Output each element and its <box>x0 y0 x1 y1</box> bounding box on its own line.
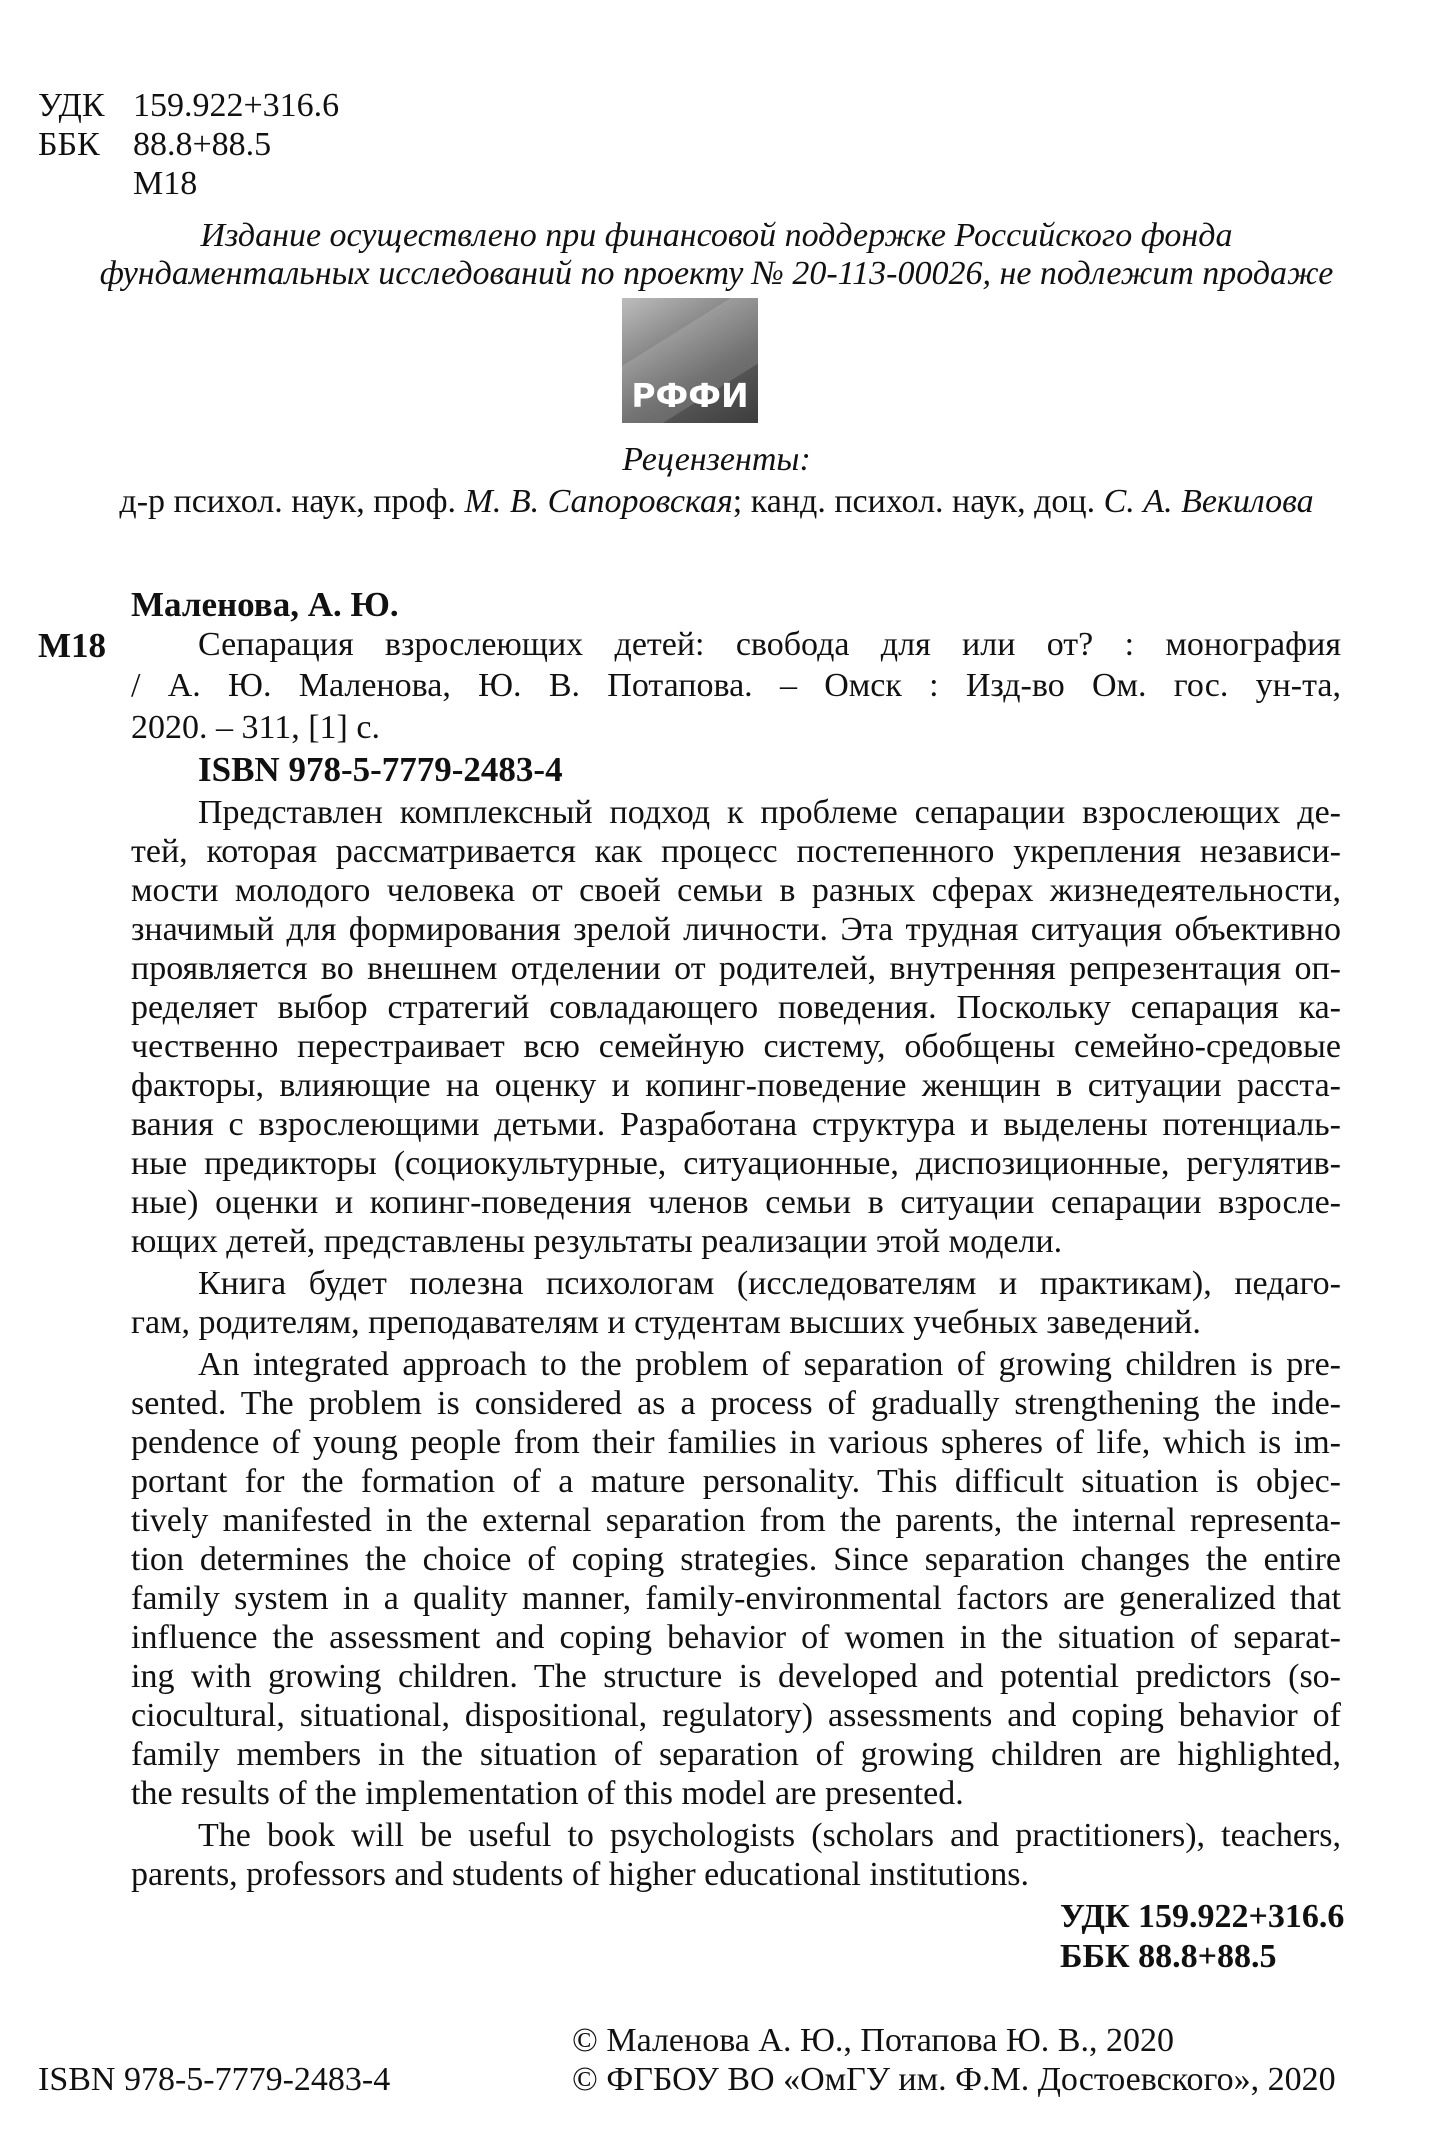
audience-en-line: The book will be useful to psychologists (scholars and practitioners), teachers, <box>198 1818 1341 1854</box>
bottom-bbk: ББК 88.8+88.5 <box>1060 1938 1277 1975</box>
abstract-en-line: ing with growing children. The structure is developed and potential predictors (so- <box>131 1659 1341 1695</box>
audience-en-line: parents, professors and students of higher educational institutions. <box>131 1857 1029 1893</box>
abstract-ru-line: ные предикторы (социокультурные, ситуационные, диспозиционные, регулятив- <box>131 1146 1341 1182</box>
bbk-label: ББК <box>38 126 100 163</box>
abstract-en-line: pendence of young people from their families in various spheres of life, which is im- <box>131 1425 1341 1461</box>
funding-note-line-2: фундаментальных исследований по проекту № 20-113-00026, не подлежит продаже <box>99 255 1334 292</box>
audience-ru-line: Книга будет полезна психологам (исследователям и практикам), педаго- <box>198 1266 1341 1302</box>
abstract-ru-line: проявляется во внешнем отделении от родителей, внутренняя репрезентация оп- <box>131 951 1341 987</box>
abstract-ru-line: чественно перестраивает всю семейную систему, обобщены семейно-средовые <box>131 1029 1341 1065</box>
abstract-ru-line: значимый для формирования зрелой личности. Эта трудная ситуация объективно <box>131 912 1341 948</box>
udk-value: 159.922+316.6 <box>133 87 340 124</box>
bbk-row <box>38 127 271 163</box>
audience-ru-line: гам, родителям, преподавателям и студентам высших учебных заведений. <box>131 1305 1201 1341</box>
abstract-en-line: portant for the formation of a mature personality. This difficult situation is objec- <box>131 1464 1341 1500</box>
abstract-en-line: the results of the implementation of this model are presented. <box>131 1776 964 1812</box>
reviewer-2-name: С. А. Векилова <box>1103 483 1314 520</box>
abstract-ru-line: тей, которая рассматривается как процесс постепенного укрепления независи- <box>131 834 1341 870</box>
rffi-logo <box>622 298 758 423</box>
catalog-line-1: Сепарация взрослеющих детей: свобода для или от? : монография <box>198 627 1341 663</box>
udk-label: УДК <box>38 87 105 124</box>
abstract-en-line: tively manifested in the external separation from the parents, the internal representa- <box>131 1503 1341 1539</box>
abstract-en-line: family system in a quality manner, family-environmental factors are generalized that <box>131 1581 1341 1617</box>
reviewer-1-degree: д-р психол. наук, проф. <box>119 483 457 520</box>
abstract-en-line: influence the assessment and coping behavior of women in the situation of separat- <box>131 1620 1341 1656</box>
udk-row <box>38 88 339 124</box>
abstract-en-line: An integrated approach to the problem of separation of growing children is pre- <box>198 1347 1341 1383</box>
reviewer-separator: ; <box>732 483 743 520</box>
abstract-ru-line: Представлен комплексный подход к проблеме сепарации взрослеющих де- <box>198 795 1341 831</box>
abstract-ru-line: мости молодого человека от своей семьи в разных сферах жизнедеятельности, <box>131 873 1341 909</box>
catalog-line-3: 2020. – 311, [1] с. <box>131 710 380 746</box>
copyright-authors: © Маленова А. Ю., Потапова Ю. В., 2020 <box>572 2022 1174 2059</box>
abstract-ru-line: ющих детей, представлены результаты реализации этой модели. <box>131 1224 1063 1260</box>
reviewer-2-degree: канд. психол. наук, доц. <box>750 483 1096 520</box>
catalog-author: Маленова, А. Ю. <box>131 585 399 624</box>
author-mark-row <box>38 166 197 202</box>
reviewers-heading: Рецензенты: <box>622 441 811 478</box>
bottom-udk: УДК 159.922+316.6 <box>1060 1898 1345 1935</box>
rffi-logo-text: РФФИ <box>631 376 749 415</box>
copyright-university: © ФГБОУ ВО «ОмГУ им. Ф.М. Достоевского», 2020 <box>572 2061 1336 2098</box>
abstract-en-line: sented. The problem is considered as a process of gradually strengthening the inde- <box>131 1386 1341 1422</box>
abstract-ru-line: ные) оценки и копинг-поведения членов семьи в ситуации сепарации взросле- <box>131 1185 1341 1221</box>
bbk-value: 88.8+88.5 <box>133 126 272 163</box>
abstract-ru-line: вания с взрослеющими детьми. Разработана структура и выделены потенциаль- <box>131 1107 1341 1143</box>
funding-note-line-1: Издание осуществлено при финансовой поддержке Российского фонда <box>200 217 1233 254</box>
catalog-line-2: / А. Ю. Маленова, Ю. В. Потапова. – Омск : Изд-во Ом. гос. ун-та, <box>131 668 1341 704</box>
abstract-en-line: tion determines the choice of coping strategies. Since separation changes the entire <box>131 1542 1341 1578</box>
author-mark: М18 <box>133 165 198 202</box>
footer-isbn: ISBN 978-5-7779-2483-4 <box>38 2061 391 2098</box>
reviewer-1-name: М. В. Сапоровская <box>464 483 733 520</box>
abstract-en-line: family members in the situation of separation of growing children are highlighted, <box>131 1737 1341 1773</box>
abstract-ru-line: ределяет выбор стратегий совладающего поведения. Поскольку сепарация ка- <box>131 990 1341 1026</box>
catalog-mark: М18 <box>38 626 107 665</box>
abstract-ru-line: факторы, влияющие на оценку и копинг-поведение женщин в ситуации расста- <box>131 1068 1341 1104</box>
reviewers-line <box>0 484 1433 520</box>
abstract-en-line: ciocultural, situational, dispositional, regulatory) assessments and coping behavior of <box>131 1698 1341 1734</box>
catalog-isbn: ISBN 978-5-7779-2483-4 <box>198 750 563 789</box>
